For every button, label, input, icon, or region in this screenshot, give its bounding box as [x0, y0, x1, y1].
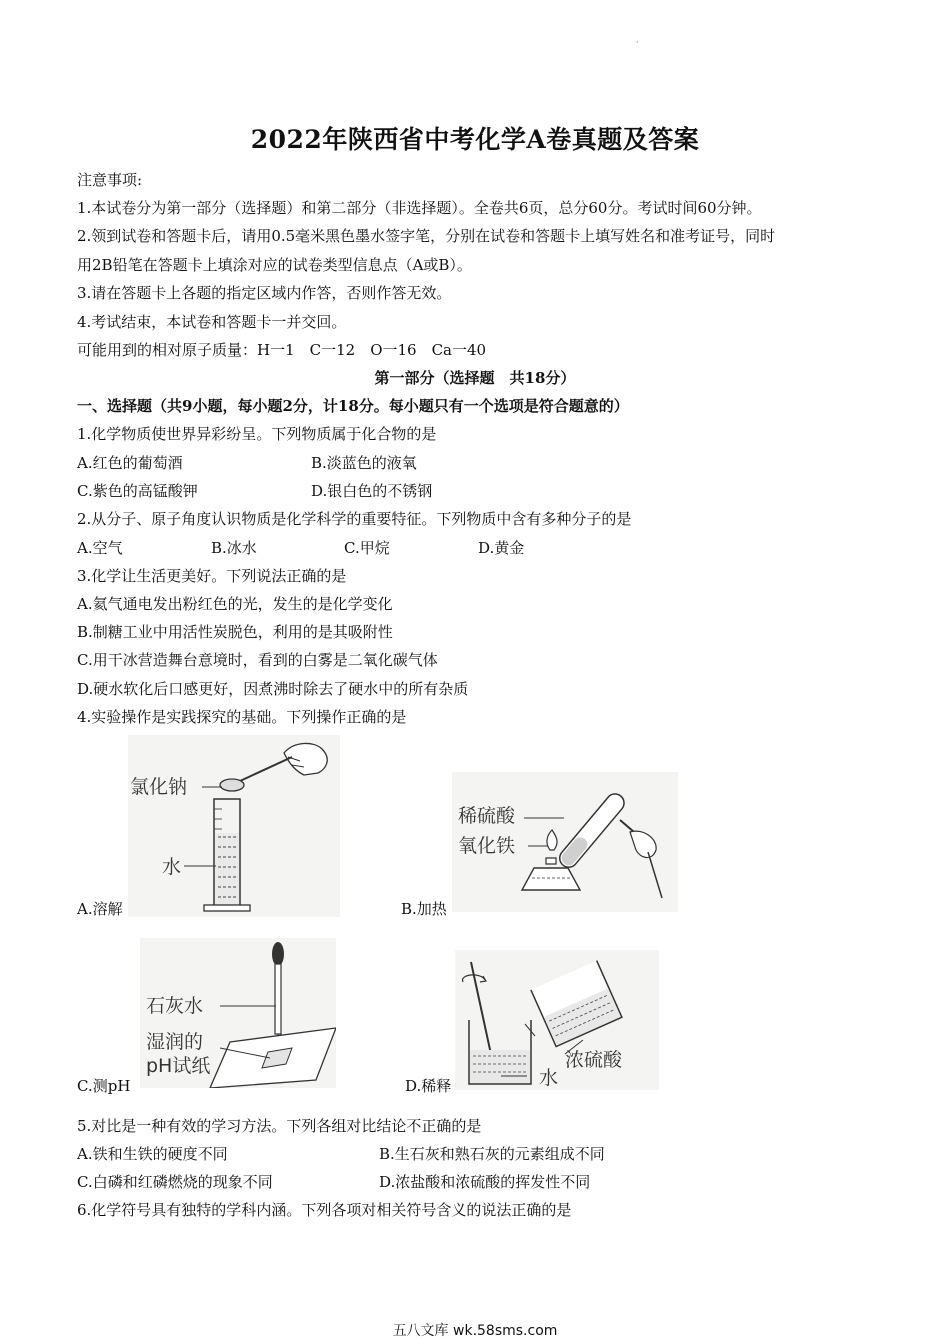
figure-dilution-drawing	[455, 950, 659, 1090]
notes-header: 注意事项:	[77, 171, 143, 189]
footer-watermark: 五八文库 wk.58sms.com	[392, 1323, 558, 1339]
q3-option-d: D.硬水软化后口感更好，因煮沸时除去了硬水中的所有杂质	[77, 680, 469, 698]
label-moist: 湿润的	[146, 1031, 204, 1053]
label-iron-oxide: 氧化铁	[458, 835, 516, 857]
q2-option-b: B.冰水	[211, 539, 257, 557]
q1-option-c: C.紫色的高锰酸钾	[77, 482, 198, 500]
q4-option-a: A.溶解	[77, 900, 123, 918]
figure-ph-test	[140, 938, 336, 1088]
q2-stem: 2.从分子、原子角度认识物质是化学科学的重要特征。下列物质中含有多种分子的是	[77, 510, 632, 528]
q5-option-a: A.铁和生铁的硬度不同	[77, 1145, 228, 1163]
label-sodium-chloride: 氯化钠	[130, 776, 188, 798]
label-concentrated-sulfuric-acid: 浓硫酸	[565, 1049, 623, 1071]
label-dilute-sulfuric-acid: 稀硫酸	[458, 805, 516, 827]
q2-option-c: C.甲烷	[344, 539, 390, 557]
figure-dissolve	[128, 735, 340, 917]
label-limewater: 石灰水	[146, 995, 204, 1017]
q5-option-c: C.白磷和红磷燃烧的现象不同	[77, 1173, 273, 1191]
figure-dilution	[455, 950, 659, 1090]
q3-option-b: B.制糖工业中用活性炭脱色，利用的是其吸附性	[77, 623, 393, 641]
part1-heading: 第一部分（选择题 共18分）	[374, 369, 576, 387]
q4-option-b: B.加热	[401, 900, 447, 918]
note-4: 4.考试结束，本试卷和答题卡一并交回。	[77, 313, 347, 331]
q4-option-d: D.稀释	[405, 1077, 452, 1095]
q3-option-c: C.用干冰营造舞台意境时，看到的白雾是二氧化碳气体	[77, 651, 438, 669]
q3-option-a: A.氦气通电发出粉红色的光，发生的是化学变化	[77, 595, 393, 613]
page-title: 2022年陕西省中考化学A卷真题及答案	[250, 125, 700, 154]
section1-heading: 一、选择题（共9小题，每小题2分，计18分。每小题只有一个选项是符合题意的）	[77, 397, 629, 415]
q5-option-d: D.浓盐酸和浓硫酸的挥发性不同	[379, 1173, 591, 1191]
note-1: 1.本试卷分为第一部分（选择题）和第二部分（非选择题）。全卷共6页，总分60分。考试时间60分钟。	[77, 199, 762, 217]
q4-stem: 4.实验操作是实践探究的基础。下列操作正确的是	[77, 708, 407, 726]
q1-option-b: B.淡蓝色的液氧	[311, 454, 417, 472]
q1-option-a: A.红色的葡萄酒	[77, 454, 183, 472]
figure-heating	[452, 772, 678, 912]
label-ph-paper: pH试纸	[146, 1055, 211, 1077]
note-3: 3.请在答题卡上各题的指定区域内作答，否则作答无效。	[77, 284, 452, 302]
corner-mark: ·	[636, 38, 639, 47]
q5-option-b: B.生石灰和熟石灰的元素组成不同	[379, 1145, 605, 1163]
label-water-d: 水	[539, 1067, 559, 1089]
q3-stem: 3.化学让生活更美好。下列说法正确的是	[77, 567, 347, 585]
q4-option-c: C.测pH	[77, 1077, 131, 1095]
atomic-mass: 可能用到的相对原子质量：H一1 C一12 O一16 Ca一40	[77, 341, 487, 359]
q1-option-d: D.银白色的不锈钢	[311, 482, 433, 500]
figure-dissolve-drawing	[128, 735, 340, 917]
note-2-cont: 用2B铅笔在答题卡上填涂对应的试卷类型信息点（A或B）。	[77, 256, 472, 274]
q1-stem: 1.化学物质使世界异彩纷呈。下列物质属于化合物的是	[77, 425, 437, 443]
q6-stem: 6.化学符号具有独特的学科内涵。下列各项对相关符号含义的说法正确的是	[77, 1201, 572, 1219]
q2-option-a: A.空气	[77, 539, 123, 557]
q2-option-d: D.黄金	[478, 539, 525, 557]
label-water-a: 水	[162, 856, 182, 878]
note-2: 2.领到试卷和答题卡后，请用0.5毫米黑色墨水签字笔，分别在试卷和答题卡上填写姓名和准考证号，同时	[77, 227, 776, 245]
figure-ph-drawing	[140, 938, 336, 1088]
q5-stem: 5.对比是一种有效的学习方法。下列各组对比结论不正确的是	[77, 1117, 482, 1135]
figure-heating-drawing	[452, 772, 678, 912]
